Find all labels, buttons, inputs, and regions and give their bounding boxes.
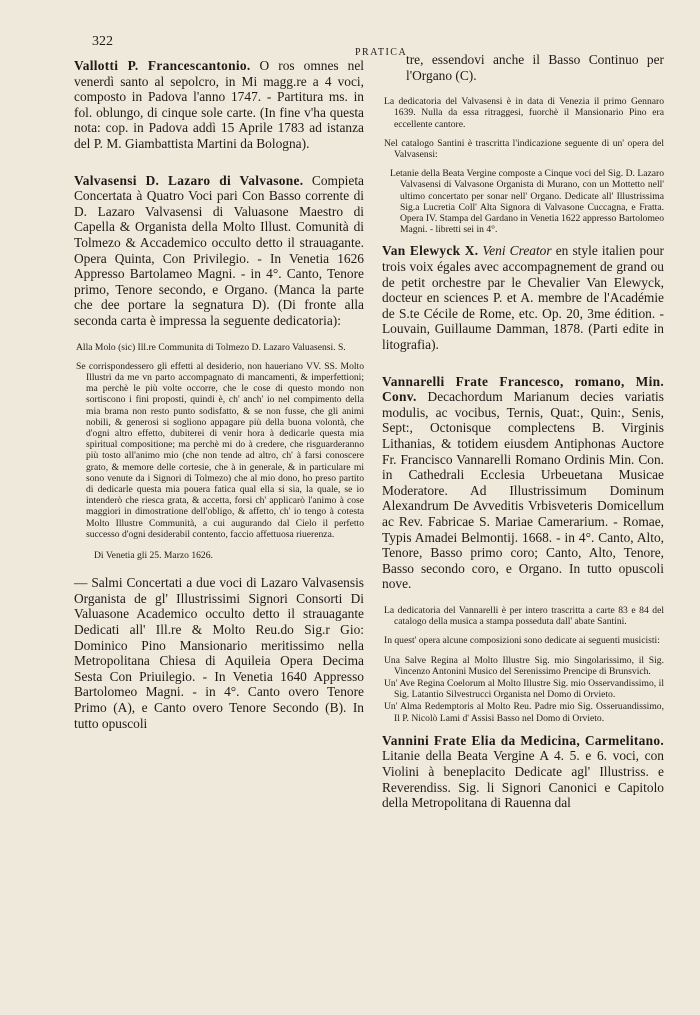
list-item: Un' Alma Redemptoris al Molto Reu. Padre mio Sig. Osseruandissimo, Il P. Nicolò Lami d' Assisi Basso nel Domo di Orvieto. — [384, 701, 664, 724]
entry-heading: Van Elewyck X. — [382, 243, 479, 259]
dedication-date: Di Venetia gli 25. Marzo 1626. — [94, 549, 213, 561]
page-number: 322 — [92, 34, 113, 49]
left-column — [74, 58, 364, 744]
note: La dedicatoria del Valvasensi è in data di Venezia il primo Gennaro 1639. Nulla da essa ritraggesi, fuorchè il Mansionario Pino era eccellente cantore. — [384, 96, 664, 130]
entry-continuation: tre, essendovi anche il Basso Continuo per l'Organo (C). — [406, 52, 664, 83]
entry-salmi: — Salmi Concertati a due voci di Lazaro Valvasensis Organista de gl' Illustrissimi Signori Consorti Di Valuasone Academico occulto detto il strauagante Dedicati all' Ill.re & Molto Reu.do Sig.r Gio: Dominico Pino Mansionario meritissimo nella Metropolitana Chiesa di Aquileia Opera Decima Sesta Con Priuilegio. - In Venetia 1640 Appresso Bartolomeo Magni. - in 4°. Canto overo Tenore Primo (A), e Canto overo Tenore Secondo (B). In tutto opuscoli — [74, 575, 364, 731]
note: La dedicatoria del Vannarelli è per intero trascritta a carte 83 e 84 del catalogo della musica a stampa posseduta dall' abate Santini. — [384, 604, 664, 628]
note: Letanie della Beata Vergine composte a Cinque voci del Sig. D. Lazaro Valvasensi di Valvasone Organista di Murano, con un Mottetto nell' ultimo concertato per sonar nell' Organo. Dedicate all' Illustrissima Sig.a Lucretia Coll' Alta Signora di Valvasone Cuccagna, e Fratta. Opera IV. Stampa del Gardano in Venetia 1622 appresso Bartolomeo Magni. - libretti sei in 4°. — [390, 168, 664, 236]
dedication-body: Se corrispondessero gli effetti al desiderio, non haueriano VV. SS. Molto Illustri da me vn parto accompagnato di mancamenti, & imperfettioni; ma perchè le più volte occorre, che le cose di questo mondo non sortiscono i fini proposti, quindi è, ch' anch' io nel compimento della mia brama non resto punto sodisfatto, & se non fusse, che gli animi nobili, & generosi si sogliono appagare più della buona volontà, che d'ogni altro effetto, dubiterei di venir hora à dedicarle questa mia spiritual compositione; ma perchè mi do à credere, che risguarderanno più tosto all'animo mio (che non tende ad altro, ch' à farsi conoscere grato, & memore delle cortesie, che à in generale, & in particulare mi sono venute da i Signori di Tolmezo) che al mio dono, ho preso partito di dedicarle questa mia pouera fatica qual ella si sia, la quale, se io intenderò che riesca grata, & accetta, forsi ch' applicarò l'animo à cose maggiori in dimostratione dell'obligo, & affetto, ch' io tengo à cotesta Molto Illustre Communità, a cui augurando dal Cielo il perfetto successo d'ogni desiderabil contento, faccio affettuosa riuerenza. — [76, 360, 364, 540]
entry-vannarelli — [382, 374, 664, 592]
entry-text: Compieta Concertata à Quatro Voci pari Con Basso corrente di D. Lazaro Valvasensi di Valuasone Maestro di Capella & Organista della Molto Illust. Comunità di Tolmezo & Accademico occulto detto il strauagante. Opera Quinta, Con Privilegio. - In Venetia 1626 Appresso Bartolameo Magni. - in 4°. Canto, Tenore primo, Tenore secondo, e Organo. (Manca la parte che dee portare la segnatura D). (Di fronte alla seconda carta è impressa la seguente dedicatoria): — [74, 172, 364, 328]
entry-title: Veni Creator — [482, 243, 552, 259]
list-item: Una Salve Regina al Molto Illustre Sig. mio Singolarissimo, il Sig. Vincenzo Antonini Musico del Serenissimo Prencipe di Brunsvich. — [384, 654, 664, 677]
entry-text: Litanie della Beata Vergine A 4. 5. e 6. voci, con Violini à beneplacito Dedicate agl' Illustriss. e Reverendiss. Sig. li Signori Canonici e Capitolo della Metropolitana di Rauenna dal — [382, 748, 664, 811]
entry-elewyck — [382, 243, 664, 352]
note: Nel catalogo Santini è trascritta l'indicazione seguente di un' opera del Valvasensi: — [384, 137, 664, 160]
list-item: Un' Ave Regina Coelorum al Molto Illustre Sig. mio Osservandissimo, il Sig. Latantio Silvestrucci Organista nel Domo di Orvieto. — [384, 677, 664, 701]
entry-text: en style italien pour trois voix égales avec accompagnement de grand ou de petit orchestre par le Chevalier Van Elewyck, docteur en sciences P. et A. membre de l'Académie de S.te Cécile de Rome, etc. Op. 20, 3me édition. - Louvain, Guillaume Damman, 1878. (Parti edite in litografia). — [382, 243, 664, 352]
dedication-list — [382, 655, 664, 724]
entry-heading: Vannini Frate Elia da Medicina, Carmelitano. — [382, 732, 664, 748]
running-head: PRATICA — [355, 47, 408, 58]
entry-text: Decachordum Marianum decies variatis modulis, ac vocibus, Ternis, Quat:, Quin:, Senis, Sept:, Octonisque complectens B. Virginis Lithanias, & totidem eiusdem Antiphonas Auctore Fr. Francisco Vannarelli Romano Ordinis Min. Con. in Cathedrali Ecclesia Urbeuetana Musicae Moderatore. Ad Illustrissimum Dominum Alexandrum De Avveditis Vrbisveteris Domicellum ac Rev. Fabricae S. Mariae Camerarium. - Romae, Typis Amadei Belmontij. 1668. - in 4°. Canto, Alto, Tenore, Basso primo coro; Canto, Alto, Tenore, Basso secondo coro, e Organo. In tutto opuscoli nove. — [382, 389, 664, 592]
note: In quest' opera alcune composizioni sono dedicate ai seguenti musicisti: — [384, 635, 660, 647]
entry-vallotti — [74, 58, 364, 152]
entry-valvasensi — [74, 173, 364, 329]
entry-heading: Valvasensi D. Lazaro di Valvasone. — [74, 172, 304, 188]
entry-heading: Vannarelli Frate Francesco, romano, Min. Conv. — [382, 373, 664, 405]
dedication-address: Alla Molo (sic) Ill.re Communita di Tolmezo D. Lazaro Valuasensi. S. — [76, 341, 346, 353]
entry-vannini — [382, 733, 664, 811]
entry-heading: Vallotti P. Francescantonio. — [74, 58, 251, 73]
entry-text: O ros omnes nel venerdì santo al sepolcro, in Mi magg.re a 4 voci, composto in Padova l'anno 1747. - Partitura ms. in fol. oblungo, di cinque sole carte. (In fine v'ha questa nota: cop. in Padova addì 15 Aprile 1783 ad istanza del P. M. Giambattista Martini da Bologna). — [74, 58, 365, 151]
right-column — [382, 52, 664, 824]
